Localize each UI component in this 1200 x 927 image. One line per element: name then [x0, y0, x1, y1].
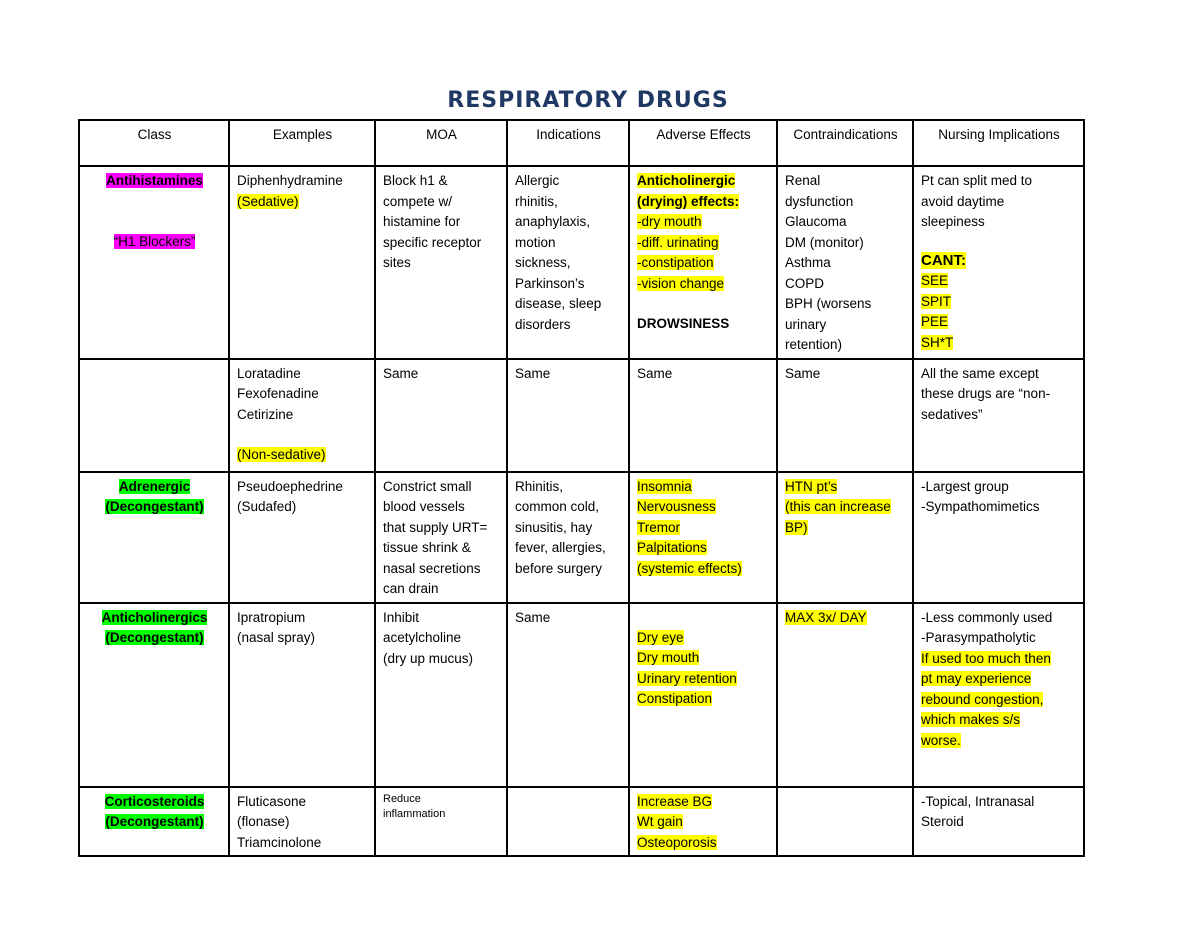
moa-line: tissue shrink & [383, 540, 471, 555]
contraindications-cell [777, 166, 913, 359]
indication-line: common cold, [515, 499, 600, 514]
class-cell [79, 787, 229, 857]
class-name: Antihistamines [106, 173, 203, 188]
adverse-line: Dry eye [637, 629, 684, 645]
contraindications-cell: Same [777, 359, 913, 472]
contra-line: Glaucoma [785, 214, 847, 229]
contra-line: DM (monitor) [785, 234, 864, 250]
adverse-line: (drying) effects: [637, 193, 740, 209]
header-examples: Examples [229, 120, 375, 166]
nursing-line: these drugs are “non- [921, 386, 1051, 401]
moa-line: inflammation [383, 807, 446, 820]
nursing-line: pt may experience [921, 671, 1032, 686]
adverse-line: Tremor [637, 519, 680, 535]
moa-line: Inhibit [383, 609, 420, 625]
adverse-line: (systemic effects) [637, 560, 742, 576]
moa-line: acetylcholine [383, 630, 462, 645]
adverse-line: -vision change [637, 275, 725, 291]
moa-line: can drain [383, 581, 439, 596]
example-item: (Sudafed) [237, 499, 297, 514]
contra-line: Renal [785, 173, 821, 188]
indication-line: anaphylaxis, [515, 214, 591, 229]
nursing-line: SEE [921, 273, 949, 288]
contra-line: MAX 3x/ DAY [785, 609, 867, 625]
example-item: Triamcinolone [237, 834, 322, 850]
moa-line: Block h1 & [383, 173, 448, 188]
nursing-line: -Sympathomimetics [921, 499, 1040, 514]
nursing-line: SH*T [921, 334, 954, 350]
header-adverse-effects: Adverse Effects [629, 120, 777, 166]
nursing-line: CANT: [921, 251, 966, 269]
example-item: Loratadine [237, 365, 301, 381]
header-class: Class [79, 120, 229, 166]
indications-cell: Same [507, 603, 629, 787]
examples-cell [229, 166, 375, 359]
nursing-implications-cell [913, 472, 1084, 603]
indication-line: disease, sleep [515, 296, 602, 311]
moa-cell [375, 603, 507, 787]
nursing-line: rebound congestion, [921, 691, 1044, 707]
class-cell [79, 166, 229, 359]
nursing-line: All the same except [921, 365, 1039, 381]
indication-line: Allergic [515, 173, 560, 188]
example-item: Pseudoephedrine [237, 478, 343, 494]
adverse-line: Dry mouth [637, 650, 700, 665]
moa-cell [375, 472, 507, 603]
adverse-line: Urinary retention [637, 670, 737, 686]
moa-line: sites [383, 255, 411, 270]
table-row [79, 787, 1084, 857]
moa-line: blood vessels [383, 499, 465, 514]
header-indications: Indications [507, 120, 629, 166]
indication-line: Parkinson’s [515, 275, 585, 291]
contra-line: (this can increase [785, 499, 891, 514]
class-alias: (Decongestant) [105, 630, 204, 645]
adverse-line: Palpitations [637, 540, 707, 555]
indication-line: sinusitis, hay [515, 519, 593, 535]
class-cell [79, 359, 229, 472]
contraindications-cell [777, 603, 913, 787]
example-item: (flonase) [237, 814, 290, 829]
indication-line: sickness, [515, 255, 571, 270]
class-alias: (Decongestant) [105, 814, 204, 829]
indication-line: Rhinitis, [515, 478, 564, 494]
class-name: Adrenergic [118, 478, 191, 494]
nursing-line: Pt can split med to [921, 173, 1033, 188]
nursing-line: -Parasympatholytic [921, 630, 1036, 645]
table-row [79, 603, 1084, 787]
example-item: Ipratropium [237, 609, 306, 625]
indications-cell [507, 166, 629, 359]
nursing-line: which makes s/s [921, 712, 1021, 727]
class-name: Corticosteroids [104, 793, 205, 809]
example-item: Diphenhydramine [237, 173, 343, 188]
adverse-line: Insomnia [637, 478, 692, 494]
nursing-line: PEE [921, 314, 949, 329]
examples-cell [229, 603, 375, 787]
contraindications-cell [777, 787, 913, 857]
moa-line: nasal secretions [383, 560, 481, 576]
adverse-line: -constipation [637, 255, 714, 270]
table-row [79, 359, 1084, 472]
example-item: (nasal spray) [237, 630, 316, 645]
header-nursing-implications: Nursing Implications [913, 120, 1084, 166]
nursing-line: sedatives” [921, 406, 983, 422]
class-name: Anticholinergics [101, 609, 208, 625]
header-row [79, 120, 1084, 166]
adverse-effects-cell [629, 472, 777, 603]
adverse-line: Anticholinergic [637, 173, 736, 188]
adverse-line: DROWSINESS [637, 316, 730, 331]
adverse-effects-cell [629, 603, 777, 787]
indications-cell: Same [507, 359, 629, 472]
indication-line: disorders [515, 316, 571, 332]
nursing-line: Steroid [921, 814, 964, 829]
indications-cell [507, 787, 629, 857]
nursing-line: worse. [921, 732, 961, 748]
examples-cell [229, 787, 375, 857]
page-title: RESPIRATORY DRUGS [447, 88, 729, 113]
adverse-effects-cell [629, 787, 777, 857]
nursing-implications-cell [913, 787, 1084, 857]
contra-line: BPH (worsens [785, 296, 872, 311]
moa-line: histamine for [383, 214, 461, 229]
nursing-implications-cell [913, 359, 1084, 472]
contra-line: retention) [785, 337, 843, 352]
nursing-implications-cell [913, 603, 1084, 787]
nursing-line: -Largest group [921, 478, 1009, 494]
adverse-line: Constipation [637, 691, 713, 706]
nursing-line: avoid daytime [921, 193, 1005, 209]
example-note: (Sedative) [237, 193, 299, 209]
example-item: Fluticasone [237, 793, 307, 809]
moa-line: specific receptor [383, 234, 482, 250]
moa-line: (dry up mucus) [383, 650, 474, 666]
header-moa: MOA [375, 120, 507, 166]
contra-line: BP) [785, 519, 808, 535]
adverse-effects-cell [629, 166, 777, 359]
contra-line: dysfunction [785, 193, 854, 209]
examples-cell [229, 472, 375, 603]
nursing-line: If used too much then [921, 650, 1051, 666]
contraindications-cell [777, 472, 913, 603]
contra-line: Asthma [785, 255, 831, 270]
adverse-effects-cell: Same [629, 359, 777, 472]
nursing-line: sleepiness [921, 214, 985, 229]
example-item: Fexofenadine [237, 386, 319, 401]
indication-line: before surgery [515, 560, 603, 576]
indication-line: motion [515, 234, 556, 250]
adverse-line: Nervousness [637, 499, 716, 514]
adverse-line: Osteoporosis [637, 834, 717, 850]
example-note: (Non-sedative) [237, 447, 326, 462]
moa-line: Reduce [383, 792, 421, 805]
class-cell [79, 472, 229, 603]
adverse-line: Wt gain [637, 814, 683, 829]
examples-cell [229, 359, 375, 472]
contra-line: urinary [785, 316, 827, 332]
example-item: Cetirizine [237, 406, 294, 422]
class-alias: “H1 Blockers” [113, 233, 196, 249]
indications-cell [507, 472, 629, 603]
nursing-line: -Topical, Intranasal [921, 793, 1035, 809]
moa-cell [375, 166, 507, 359]
table-row [79, 166, 1084, 359]
indication-line: rhinitis, [515, 193, 558, 209]
adverse-line: Increase BG [637, 793, 713, 809]
contra-line: COPD [785, 275, 825, 291]
moa-cell: Same [375, 359, 507, 472]
moa-line: that supply URT= [383, 519, 488, 535]
moa-cell [375, 787, 507, 857]
nursing-implications-cell [913, 166, 1084, 359]
drug-table [78, 119, 1085, 857]
moa-line: compete w/ [383, 193, 453, 209]
nursing-line: SPIT [921, 293, 952, 309]
class-cell [79, 603, 229, 787]
header-contraindications: Contraindications [777, 120, 913, 166]
adverse-line: -diff. urinating [637, 234, 719, 250]
contra-line: HTN pt’s [785, 478, 838, 494]
adverse-line: -dry mouth [637, 214, 702, 229]
indication-line: fever, allergies, [515, 540, 606, 555]
table-row [79, 472, 1084, 603]
class-alias: (Decongestant) [105, 499, 204, 514]
nursing-line: -Less commonly used [921, 609, 1053, 625]
moa-line: Constrict small [383, 478, 472, 494]
